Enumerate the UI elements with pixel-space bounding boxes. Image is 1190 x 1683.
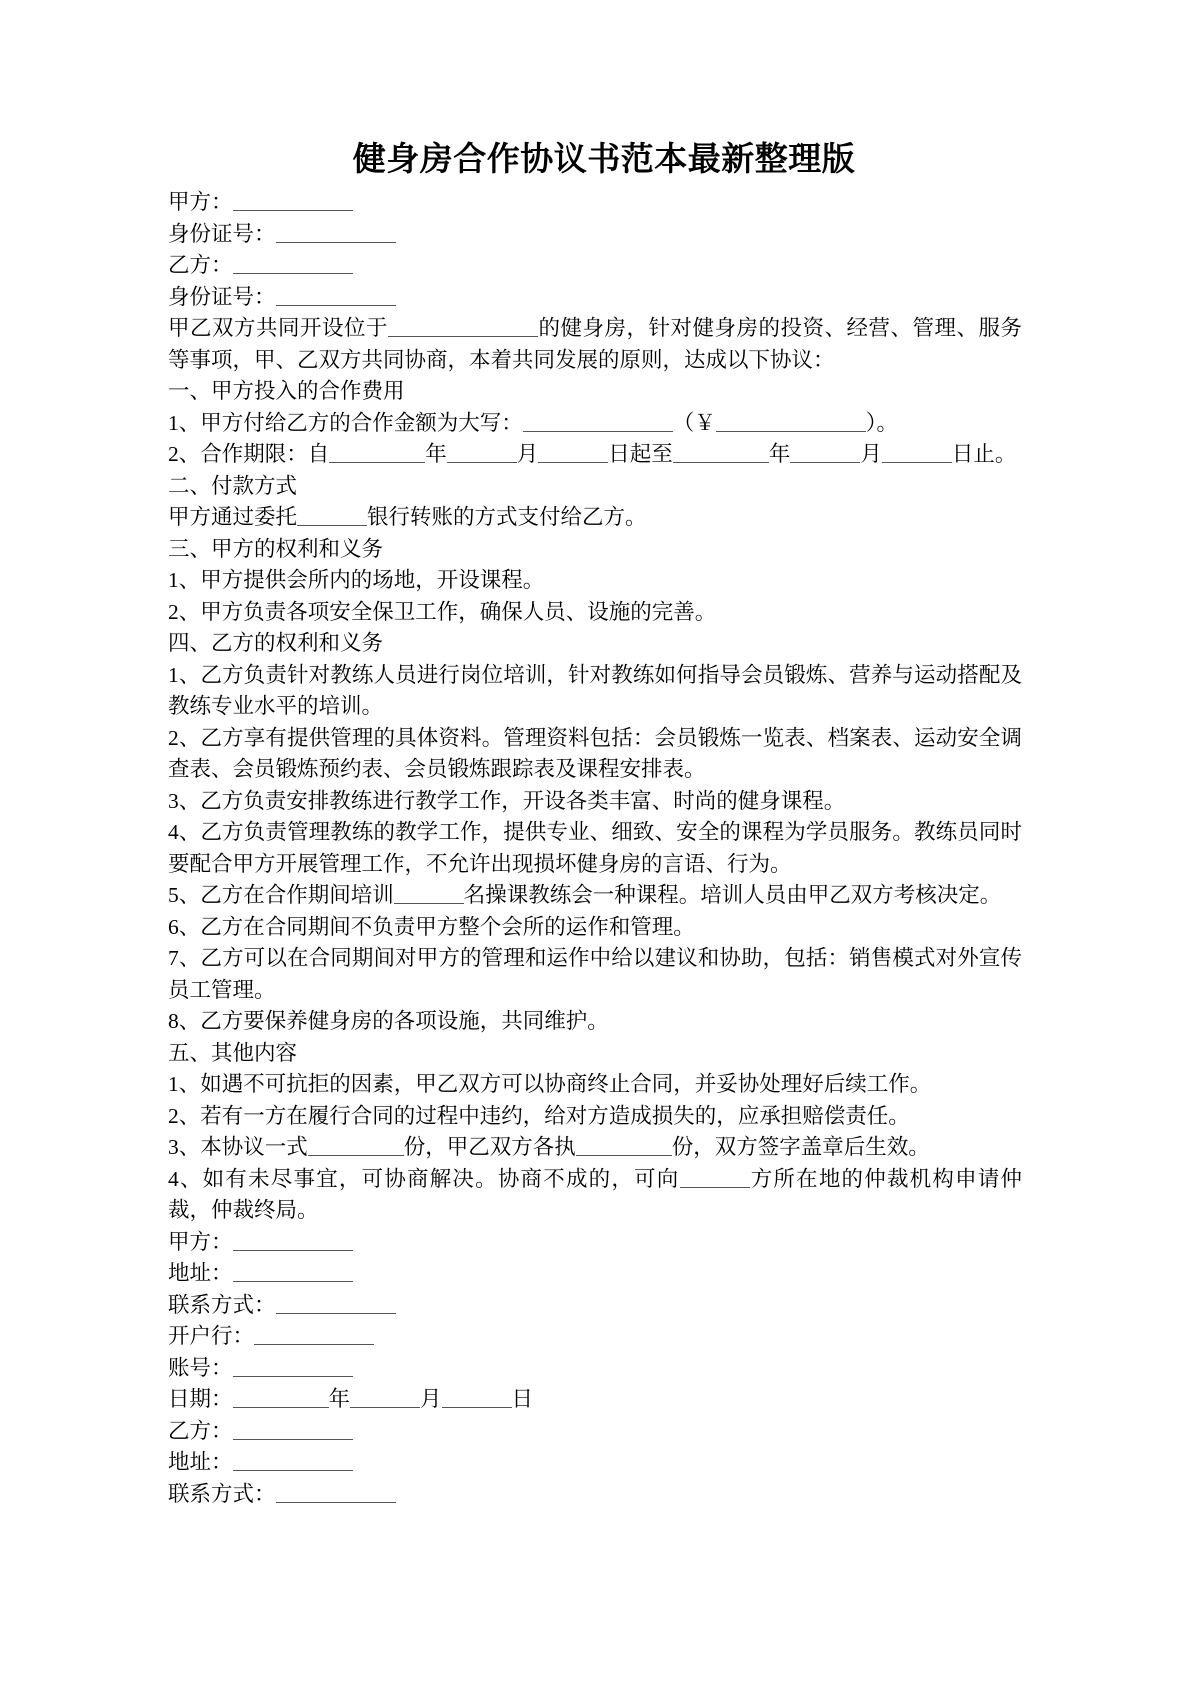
fill-in-blank[interactable]	[350, 1390, 420, 1408]
fill-in-blank[interactable]	[308, 1138, 404, 1156]
text-run: 8、乙方要保养健身房的各项设施，共同维护。	[168, 1009, 609, 1034]
text-run: 名操课教练会一种课程。培训人员由甲乙双方考核决定。	[463, 883, 1002, 908]
sections-container	[168, 376, 1022, 1227]
field-label: 乙方：	[168, 253, 233, 278]
fill-in-blank[interactable]	[276, 1296, 396, 1314]
fill-in-blank[interactable]	[673, 445, 769, 463]
text-run: （￥	[672, 410, 716, 435]
sig-address-a	[168, 1258, 1022, 1290]
fill-in-blank[interactable]	[233, 1422, 353, 1440]
fill-in-blank[interactable]	[790, 445, 860, 463]
text-run: 的健身房，针对健身房的投资、经营、管理、服务等事项，甲、乙双方共同协商，本着共同发展的原则，达成以下协议：	[168, 316, 1022, 372]
text-run: 2、若有一方在履行合同的过程中违约，给对方造成损失的，应承担赔偿责任。	[168, 1103, 910, 1128]
text-run: 3、乙方负责安排教练进行教学工作，开设各类丰富、时尚的健身课程。	[168, 788, 846, 813]
fill-in-blank[interactable]	[538, 445, 608, 463]
header-fields	[168, 187, 1022, 313]
text-run: 地址：	[168, 1450, 233, 1475]
text-run: 6、乙方在合同期间不负责甲方整个会所的运作和管理。	[168, 914, 695, 939]
clause-s5-4	[168, 1164, 1022, 1227]
clause-s4-7	[168, 943, 1022, 1006]
clause-s4-8	[168, 1006, 1022, 1038]
header-field-row	[168, 282, 1022, 314]
fill-in-blank[interactable]	[680, 1170, 750, 1188]
section-heading: 一、甲方投入的合作费用	[168, 379, 405, 404]
text-run: 1、甲方付给乙方的合作金额为大写：	[168, 410, 523, 435]
text-run: 甲方通过委托	[168, 505, 298, 530]
text-run: 年	[328, 1387, 351, 1412]
document-body	[168, 187, 1022, 1510]
text-run: 份，双方签字盖章后生效。	[671, 1135, 930, 1160]
clause-s4-6	[168, 912, 1022, 944]
fill-in-blank[interactable]	[233, 1390, 329, 1408]
text-run: 份，甲乙双方各执	[403, 1135, 576, 1160]
clause-s5-2	[168, 1101, 1022, 1133]
clause-s3-2	[168, 597, 1022, 629]
text-run: 方所在地的仲裁机构申请仲裁，仲裁终局。	[168, 1166, 1022, 1223]
header-field-row	[168, 219, 1022, 251]
field-label: 身份证号：	[168, 221, 276, 246]
clause-s4-4	[168, 817, 1022, 880]
sig-contact-a	[168, 1290, 1022, 1322]
fill-in-blank[interactable]	[388, 319, 538, 337]
text-run: 日期：	[168, 1387, 233, 1412]
fill-in-blank[interactable]	[233, 193, 353, 211]
sig-date-a	[168, 1384, 1022, 1416]
fill-in-blank[interactable]	[329, 445, 425, 463]
section-heading: 二、付款方式	[168, 473, 298, 498]
text-run: 2、甲方负责各项安全保卫工作，确保人员、设施的完善。	[168, 599, 717, 624]
header-field-row	[168, 250, 1022, 282]
fill-in-blank[interactable]	[442, 1390, 512, 1408]
text-run: 年	[425, 442, 447, 467]
signature-block	[168, 1227, 1022, 1511]
fill-in-blank[interactable]	[297, 508, 367, 526]
clause-s3-1	[168, 565, 1022, 597]
text-run: 日止。	[951, 442, 1017, 467]
text-run: 年	[768, 442, 791, 467]
fill-in-blank[interactable]	[716, 414, 866, 432]
sig-address-b	[168, 1447, 1022, 1479]
fill-in-blank[interactable]	[394, 886, 464, 904]
text-run: 联系方式：	[168, 1292, 276, 1317]
section-heading: 四、乙方的权利和义务	[168, 631, 384, 656]
text-run: 联系方式：	[168, 1481, 276, 1506]
text-run: 日	[511, 1387, 534, 1412]
field-label: 甲方：	[168, 190, 233, 215]
fill-in-blank[interactable]	[523, 414, 673, 432]
clause-s5-1	[168, 1069, 1022, 1101]
text-run: 甲乙双方共同开设位于	[168, 316, 388, 341]
fill-in-blank[interactable]	[276, 288, 396, 306]
fill-in-blank[interactable]	[447, 445, 517, 463]
text-run: 月	[420, 1387, 442, 1412]
clause-s4-3	[168, 786, 1022, 818]
sig-contact-b	[168, 1479, 1022, 1511]
fill-in-blank[interactable]	[276, 1485, 396, 1503]
clause-s4-5	[168, 880, 1022, 912]
text-run: 账号：	[168, 1355, 233, 1380]
text-run: 月	[860, 442, 882, 467]
text-run: 4、如有未尽事宜，可协商解决。协商不成的，可向	[168, 1166, 680, 1191]
fill-in-blank[interactable]	[254, 1327, 374, 1345]
text-run: 7、乙方可以在合同期间对甲方的管理和运作中给以建议和协助，包括：销售模式对外宣传员工管理。	[168, 946, 1022, 1002]
sig-account-a	[168, 1353, 1022, 1385]
text-run: 日起至	[608, 442, 673, 467]
fill-in-blank[interactable]	[233, 1359, 353, 1377]
text-run: 甲方：	[168, 1229, 233, 1254]
preamble-paragraph	[168, 313, 1022, 376]
clause-s4-2	[168, 723, 1022, 786]
text-run: 1、如遇不可抗拒的因素，甲乙双方可以协商终止合同，并妥协处理好后续工作。	[168, 1072, 932, 1097]
text-run: 3、本协议一式	[168, 1135, 308, 1160]
page-title: 健身房合作协议书范本最新整理版	[352, 142, 856, 178]
field-label: 身份证号：	[168, 284, 276, 309]
fill-in-blank[interactable]	[233, 1233, 353, 1251]
fill-in-blank[interactable]	[233, 1453, 353, 1471]
header-field-row	[168, 187, 1022, 219]
text-run: 银行转账的方式支付给乙方。	[367, 505, 647, 530]
text-run: 2、乙方享有提供管理的具体资料。管理资料包括：会员锻炼一览表、档案表、运动安全调查表、会员锻炼预约表、会员锻炼跟踪表及课程安排表。	[168, 725, 1022, 782]
section-heading: 三、甲方的权利和义务	[168, 536, 384, 561]
fill-in-blank[interactable]	[882, 445, 952, 463]
text-run: 月	[516, 442, 539, 467]
text-run: 1、甲方提供会所内的场地，开设课程。	[168, 568, 545, 593]
text-run: 2、合作期限：自	[168, 442, 330, 467]
clause-s5-3	[168, 1132, 1022, 1164]
text-run: 乙方：	[168, 1418, 233, 1443]
text-run: 1、乙方负责针对教练人员进行岗位培训，针对教练如何指导会员锻炼、营养与运动搭配及教练专业水平的培训。	[168, 662, 1022, 719]
section-heading: 五、其他内容	[168, 1040, 298, 1065]
clause-s4-1	[168, 660, 1022, 723]
fill-in-blank[interactable]	[576, 1138, 672, 1156]
fill-in-blank[interactable]	[233, 256, 353, 274]
text-run: 5、乙方在合作期间培训	[168, 883, 394, 908]
sig-bank-a	[168, 1321, 1022, 1353]
clause-s1-1	[168, 408, 1022, 440]
text-run: 地址：	[168, 1261, 233, 1286]
text-run: 4、乙方负责管理教练的教学工作，提供专业、细致、安全的课程为学员服务。教练员同时要配合甲方开展管理工作，不允许出现损坏健身房的言语、行为。	[168, 820, 1022, 876]
sig-party-b	[168, 1416, 1022, 1448]
fill-in-blank[interactable]	[233, 1264, 353, 1282]
clause-s1-2	[168, 439, 1022, 471]
text-run: 开户行：	[168, 1324, 255, 1349]
fill-in-blank[interactable]	[276, 225, 396, 243]
sig-party-a	[168, 1227, 1022, 1259]
clause-s2-1	[168, 502, 1022, 534]
text-run: ）。	[865, 410, 899, 435]
